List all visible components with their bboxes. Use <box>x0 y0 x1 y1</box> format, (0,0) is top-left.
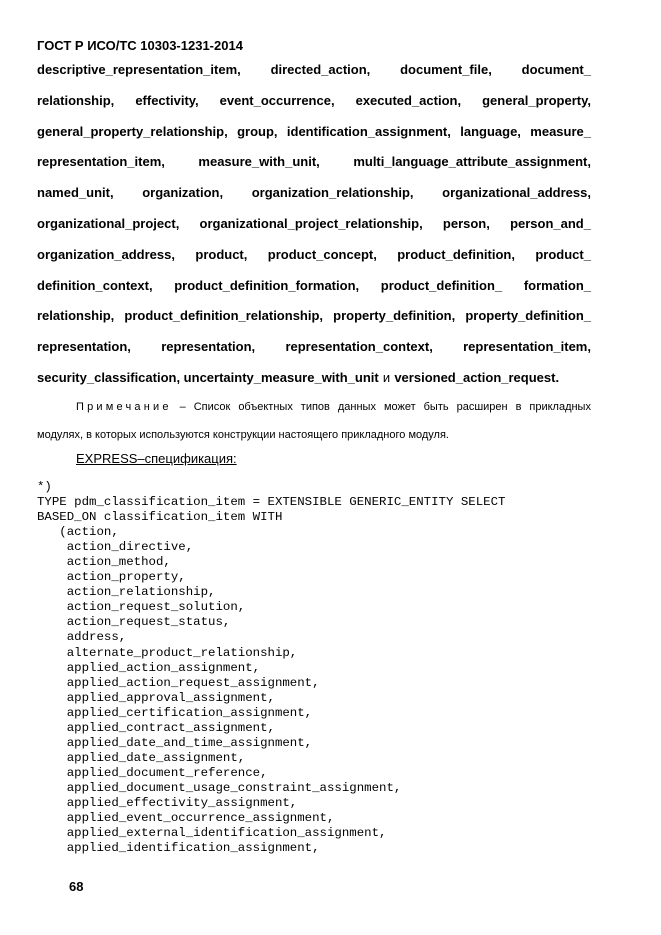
note-word: быть <box>423 401 449 413</box>
entity-list-line <box>37 181 591 212</box>
entity-list-line <box>37 212 591 243</box>
note-block <box>37 396 591 445</box>
entity-name: effectivity, <box>135 92 199 108</box>
code-line: (action, <box>37 525 119 540</box>
code-line: address, <box>37 630 127 645</box>
code-line: applied_external_identification_assignment, <box>37 826 387 841</box>
last-line-conjunction: и <box>382 369 391 385</box>
code-line: applied_contract_assignment, <box>37 720 275 735</box>
note-word: типов <box>300 401 330 413</box>
entity-name: identification_assignment, <box>286 123 451 139</box>
code-line: applied_date_assignment, <box>37 750 246 765</box>
code-line: applied_event_occurrence_assignment, <box>37 811 335 826</box>
entity-list-line <box>37 335 591 366</box>
note-word: Список <box>193 401 231 413</box>
entity-name: representation, <box>161 339 256 355</box>
code-line: applied_certification_assignment, <box>37 705 313 720</box>
entity-name: property_definition_ <box>465 308 591 324</box>
entity-name: product_definition_ <box>380 277 503 293</box>
entity-list-paragraph <box>37 58 591 397</box>
entity-name: measure_ <box>530 123 591 139</box>
entity-name: person, <box>442 215 490 231</box>
entity-name: general_property, <box>482 92 591 108</box>
entity-name: person_and_ <box>510 215 591 231</box>
entity-name: product_definition_relationship, <box>124 308 324 324</box>
note-word: расширен <box>456 401 508 413</box>
note-word: в <box>515 401 522 413</box>
entity-name: formation_ <box>523 277 591 293</box>
entity-name: product_ <box>535 246 591 262</box>
entity-name: group, <box>237 123 278 139</box>
document-header: ГОСТ Р ИСО/ТС 10303-1231-2014 <box>37 38 243 53</box>
note-word: объектных <box>238 401 293 413</box>
entity-list-line <box>37 120 591 151</box>
entity-list-last-line <box>37 366 591 397</box>
code-line: TYPE pdm_classification_item = EXTENSIBLE GENERIC_ENTITY SELECT <box>37 495 506 510</box>
entity-name: organizational_project, <box>37 215 180 231</box>
entity-name: product_definition_formation, <box>174 277 360 293</box>
entity-name: descriptive_representation_item, <box>37 62 241 77</box>
code-line: applied_document_reference, <box>37 765 268 780</box>
entity-name: representation_context, <box>285 339 433 355</box>
code-line: applied_document_usage_constraint_assignment, <box>37 780 402 795</box>
entity-list-line <box>37 274 591 305</box>
entity-name: organization, <box>142 185 224 201</box>
note-word: данных <box>337 401 376 413</box>
entity-name: representation_item, <box>463 339 591 355</box>
code-line: applied_action_assignment, <box>37 660 261 675</box>
entity-name: organization_relationship, <box>251 185 414 201</box>
note-label: Примечание <box>76 401 172 413</box>
last-line-part1: security_classification, uncertainty_measure_with_unit <box>37 369 379 385</box>
note-word: прикладных <box>529 401 591 413</box>
code-line: action_property, <box>37 570 186 585</box>
code-line: applied_action_request_assignment, <box>37 675 320 690</box>
code-line: applied_identification_assignment, <box>37 841 320 856</box>
note-line-2: модулях, в которых используются конструкции настоящего прикладного модуля. <box>37 429 449 441</box>
entity-list-line <box>37 304 591 335</box>
express-code-block <box>37 480 505 856</box>
entity-name: relationship, <box>37 308 115 324</box>
entity-name: organizational_address, <box>442 185 591 201</box>
entity-list-line <box>37 89 591 120</box>
entity-name: document_file, <box>400 62 492 77</box>
entity-list-line <box>37 58 591 89</box>
code-line: applied_approval_assignment, <box>37 690 275 705</box>
entity-list-line <box>37 243 591 274</box>
code-line: applied_date_and_time_assignment, <box>37 735 313 750</box>
code-line: alternate_product_relationship, <box>37 645 298 660</box>
entity-name: executed_action, <box>355 92 462 108</box>
page-number: 68 <box>69 879 84 894</box>
entity-name: general_property_relationship, <box>37 123 228 139</box>
entity-name: relationship, <box>37 92 115 108</box>
code-line: action_method, <box>37 555 171 570</box>
entity-name: named_unit, <box>37 185 114 201</box>
entity-name: event_occurrence, <box>219 92 335 108</box>
note-line-1 <box>37 396 591 425</box>
entity-name: language, <box>460 123 521 139</box>
entity-name: measure_with_unit, <box>198 154 320 170</box>
entity-name: multi_language_attribute_assignment, <box>353 154 591 170</box>
entity-name: organizational_project_relationship, <box>199 215 423 231</box>
note-dash: – <box>179 401 186 413</box>
code-line: action_relationship, <box>37 585 216 600</box>
entity-list-line <box>37 150 591 181</box>
code-line: *) <box>37 480 52 494</box>
code-line: action_directive, <box>37 540 194 555</box>
express-spec-title: EXPRESS–спецификация: <box>76 451 237 466</box>
entity-name: representation, <box>37 339 131 355</box>
last-line-part2: versioned_action_request. <box>394 369 560 385</box>
entity-name: organization_address, <box>37 246 175 262</box>
entity-name: document_ <box>521 62 591 77</box>
entity-name: directed_action, <box>270 62 371 77</box>
entity-name: property_definition, <box>333 308 456 324</box>
entity-name: product_definition, <box>397 246 515 262</box>
note-word: может <box>383 401 416 413</box>
entity-name: representation_item, <box>37 154 165 170</box>
code-line: applied_effectivity_assignment, <box>37 795 298 810</box>
entity-name: definition_context, <box>37 277 153 293</box>
code-line: action_request_status, <box>37 615 231 630</box>
code-line: BASED_ON classification_item WITH <box>37 510 283 525</box>
entity-name: product, <box>195 246 248 262</box>
entity-name: product_concept, <box>267 246 377 262</box>
code-line: action_request_solution, <box>37 600 246 615</box>
